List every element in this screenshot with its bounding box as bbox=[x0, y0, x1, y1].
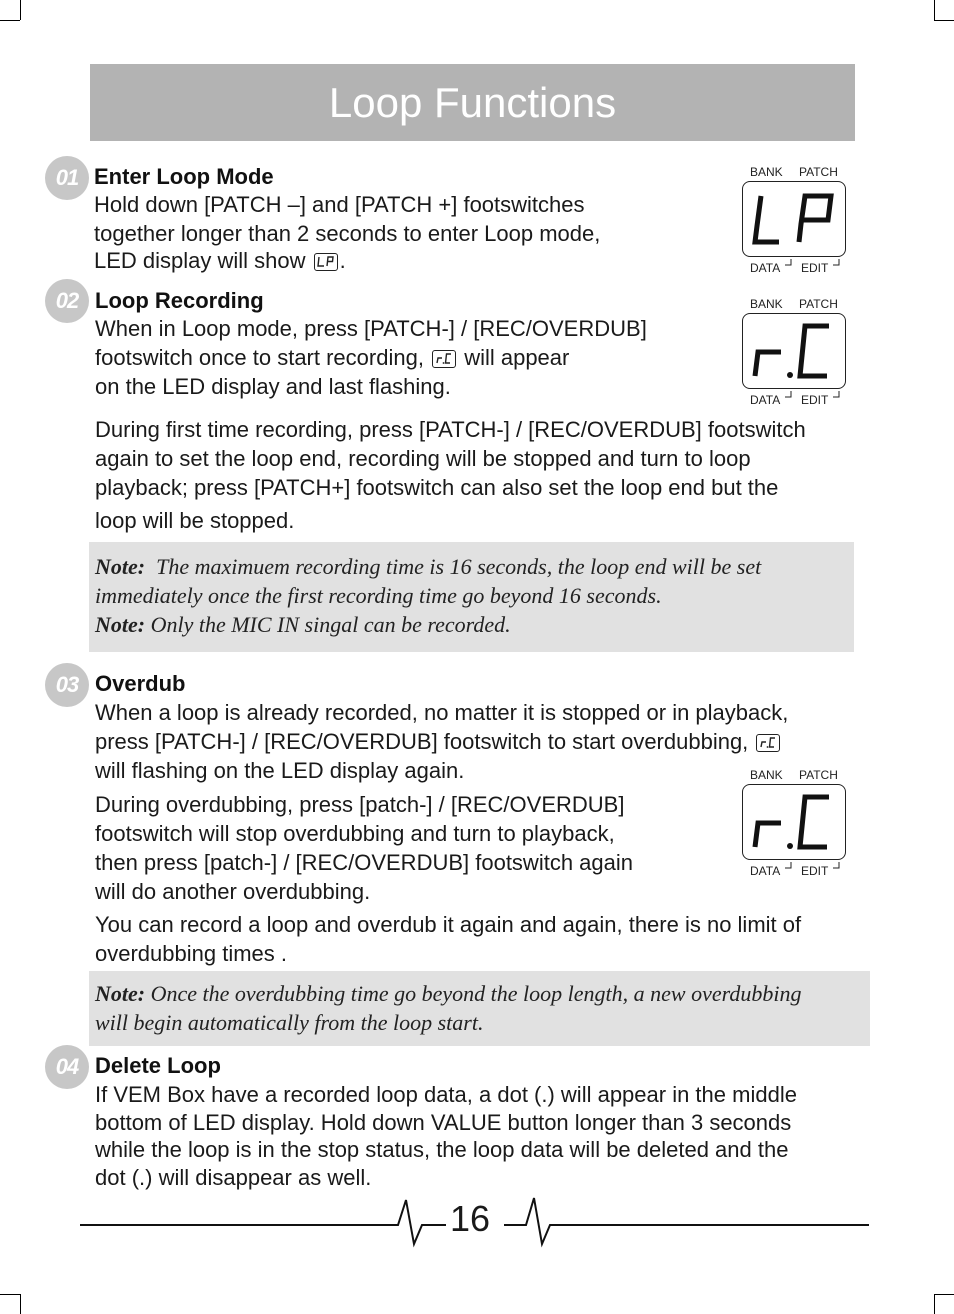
body-line: on the LED display and last flashing. bbox=[95, 374, 451, 399]
note-text: The maximuem recording time is 16 seconds, the loop end will be set bbox=[156, 554, 762, 579]
page-number: 16 bbox=[450, 1198, 491, 1239]
note-line: will begin automatically from the loop start. bbox=[95, 1010, 484, 1035]
body-line bbox=[94, 248, 600, 274]
corner-mark-icon bbox=[833, 259, 841, 267]
crop-mark bbox=[934, 1294, 935, 1314]
bank-label: BANK bbox=[750, 297, 783, 311]
lp-display-icon bbox=[314, 253, 338, 271]
section-body bbox=[95, 415, 806, 535]
edit-label: EDIT bbox=[801, 864, 829, 878]
body-text: . bbox=[339, 248, 346, 273]
section-heading: Overdub bbox=[95, 671, 186, 696]
edit-label: EDIT bbox=[801, 261, 829, 275]
crop-mark bbox=[0, 1294, 20, 1295]
patch-label: PATCH bbox=[799, 165, 838, 179]
body-line: When in Loop mode, press [PATCH-] / [REC/OVERDUB] bbox=[95, 316, 647, 341]
body-line: During overdubbing, press [patch-] / [REC/OVERDUB] bbox=[95, 792, 625, 817]
section-body bbox=[95, 1080, 797, 1192]
body-line: will flashing on the LED display again. bbox=[95, 758, 465, 783]
section-heading: Delete Loop bbox=[95, 1053, 221, 1078]
body-line: footswitch will stop overdubbing and turn to playback, bbox=[95, 821, 615, 846]
crop-mark bbox=[20, 1294, 21, 1314]
body-line: while the loop is in the stop status, the loop data will be deleted and the bbox=[95, 1137, 789, 1162]
corner-mark-icon bbox=[785, 862, 793, 870]
edit-label: EDIT bbox=[801, 393, 829, 407]
body-line: together longer than 2 seconds to enter Loop mode, bbox=[94, 221, 601, 246]
body-line: Hold down [PATCH –] and [PATCH +] footswitches bbox=[94, 192, 585, 217]
body-line: During first time recording, press [PATCH-] / [REC/OVERDUB] footswitch bbox=[95, 417, 806, 442]
body-line: loop will be stopped. bbox=[95, 508, 295, 533]
note-line bbox=[95, 979, 870, 1008]
data-label: DATA bbox=[750, 261, 781, 275]
section-heading: Enter Loop Mode bbox=[94, 164, 274, 189]
body-line bbox=[95, 727, 788, 756]
section-body bbox=[95, 314, 647, 401]
led-display bbox=[742, 297, 862, 407]
section-number-badge: 01 bbox=[45, 156, 89, 200]
body-line: dot (.) will disappear as well. bbox=[95, 1165, 372, 1190]
note-line: immediately once the first recording time go beyond 16 seconds. bbox=[95, 583, 662, 608]
data-label: DATA bbox=[750, 864, 781, 878]
section-body bbox=[95, 910, 801, 968]
crop-mark bbox=[0, 20, 20, 21]
body-line: If VEM Box have a recorded loop data, a dot (.) will appear in the middle bbox=[95, 1082, 797, 1107]
body-line: will do another overdubbing. bbox=[95, 879, 371, 904]
note-label: Note: bbox=[95, 554, 146, 579]
section-body bbox=[95, 698, 788, 785]
patch-label: PATCH bbox=[799, 297, 838, 311]
crop-mark bbox=[934, 1294, 954, 1295]
note-label: Note: bbox=[95, 612, 146, 637]
led-frame bbox=[742, 313, 846, 389]
section-number-badge: 02 bbox=[45, 279, 89, 323]
body-text: footswitch once to start recording, bbox=[95, 345, 424, 370]
bank-label: BANK bbox=[750, 768, 783, 782]
corner-mark-icon bbox=[833, 862, 841, 870]
data-label: DATA bbox=[750, 393, 781, 407]
corner-mark-icon bbox=[785, 391, 793, 399]
body-line: again to set the loop end, recording will be stopped and turn to loop bbox=[95, 446, 751, 471]
led-frame bbox=[742, 181, 846, 257]
crop-mark bbox=[934, 20, 954, 21]
patch-label: PATCH bbox=[799, 768, 838, 782]
crop-mark bbox=[934, 0, 935, 20]
note-line bbox=[95, 552, 854, 581]
page-title: Loop Functions bbox=[90, 64, 855, 141]
body-line: then press [patch-] / [REC/OVERDUB] footswitch again bbox=[95, 850, 634, 875]
section-body bbox=[95, 790, 633, 906]
section-body bbox=[94, 190, 600, 274]
led-frame bbox=[742, 784, 846, 860]
section-heading: Loop Recording bbox=[95, 288, 264, 313]
rc-segment-icon bbox=[743, 314, 845, 388]
body-line: You can record a loop and overdub it again and again, there is no limit of bbox=[95, 912, 802, 937]
note-text: Once the overdubbing time go beyond the loop length, a new overdubbing bbox=[150, 981, 802, 1006]
body-line bbox=[95, 343, 647, 372]
rc-display-icon bbox=[756, 734, 780, 752]
crop-mark bbox=[20, 0, 21, 20]
corner-mark-icon bbox=[785, 259, 793, 267]
note-label: Note: bbox=[95, 981, 146, 1006]
body-line: When a loop is already recorded, no matter it is stopped or in playback, bbox=[95, 700, 789, 725]
note-box bbox=[89, 971, 870, 1046]
note-text: Only the MIC IN singal can be recorded. bbox=[150, 612, 511, 637]
body-text: will appear bbox=[464, 345, 570, 370]
note-box bbox=[89, 542, 854, 652]
corner-mark-icon bbox=[833, 391, 841, 399]
rc-display-icon bbox=[432, 350, 456, 368]
led-display bbox=[742, 768, 862, 878]
body-line: bottom of LED display. Hold down VALUE button longer than 3 seconds bbox=[95, 1110, 792, 1135]
body-line: playback; press [PATCH+] footswitch can also set the loop end but the bbox=[95, 475, 779, 500]
body-line: overdubbing times . bbox=[95, 941, 287, 966]
section-number-badge: 04 bbox=[45, 1045, 89, 1089]
led-display bbox=[742, 165, 862, 275]
lp-segment-icon bbox=[743, 182, 845, 256]
section-number-badge: 03 bbox=[45, 663, 89, 707]
body-text: LED display will show bbox=[94, 248, 306, 273]
bank-label: BANK bbox=[750, 165, 783, 179]
note-line bbox=[95, 610, 854, 639]
rc-segment-icon bbox=[743, 785, 845, 859]
body-text: press [PATCH-] / [REC/OVERDUB] footswitch to start overdubbing, bbox=[95, 729, 749, 754]
